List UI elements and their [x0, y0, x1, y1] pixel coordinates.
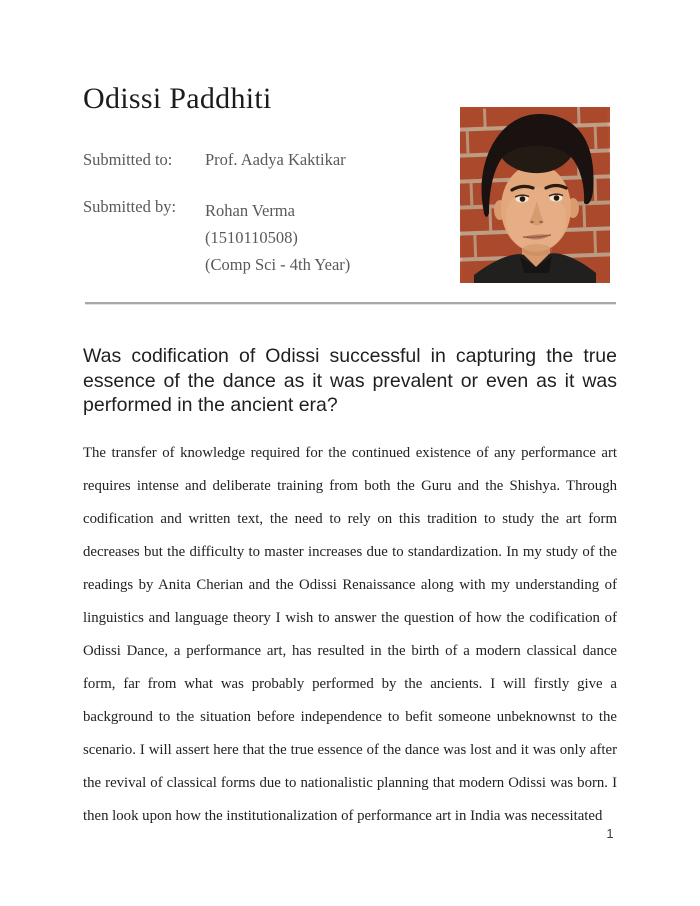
- submitted-by-label: Submitted by:: [83, 197, 177, 216]
- document-title: Odissi Paddhiti: [83, 82, 272, 115]
- page-number: 1: [606, 826, 614, 841]
- section-divider: [85, 302, 616, 305]
- submitted-to-value: Prof. Aadya Kaktikar: [205, 150, 346, 169]
- submitted-by-roll: (1510110508): [205, 228, 298, 247]
- submission-meta: [83, 150, 453, 278]
- submitted-to-row: [83, 150, 453, 170]
- student-portrait-photo: [460, 107, 610, 283]
- submitted-by-values: [205, 197, 453, 278]
- submitted-to-label: Submitted to:: [83, 150, 173, 169]
- question-heading: Was codification of Odissi successful in capturing the true essence of the dance as it was prevalent or even as it was performed in the ancient era?: [83, 345, 617, 417]
- submitted-by-row: [83, 197, 453, 278]
- submitted-by-dept: (Comp Sci - 4th Year): [205, 255, 351, 274]
- body-paragraph: The transfer of knowledge required for the continued existence of any performance art requires intense and deliberate training from both the Guru and the Shishya. Through codification and written text, the need to rely on this tradition to study the art form decreases but the difficulty to master increases due to standardization. In my study of the readings by Anita Cherian and the Odissi Renaissance along with my understanding of linguistics and language theory I wish to answer the question of how the codification of Odissi Dance, a performance art, has resulted in the birth of a modern classical dance form, far from what was probably performed by the ancients. I will firstly give a background to the situation before independence to befit someone unbeknownst to the scenario. I will assert here that the true essence of the dance was lost and it was only after the revival of classical forms due to nationalistic planning that modern Odissi was born. I then look upon how the institutionalization of performance art in India was necessitated: [83, 445, 617, 824]
- submitted-by-name: Rohan Verma: [205, 201, 295, 220]
